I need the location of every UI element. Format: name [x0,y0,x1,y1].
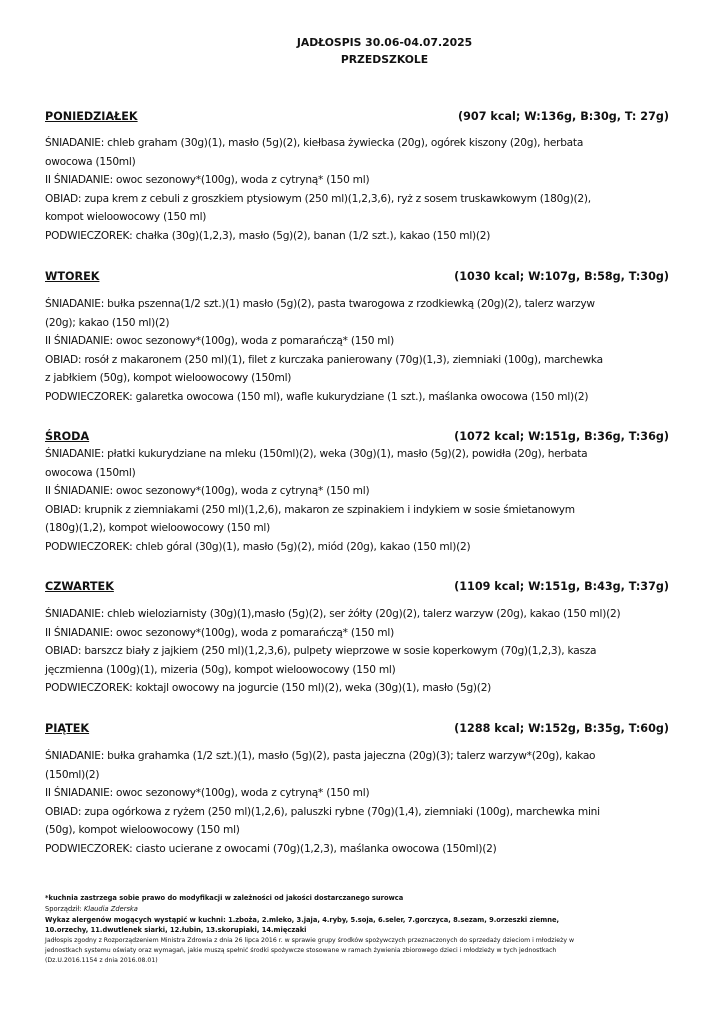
day-name: WTOREK [45,270,100,283]
meal-line: II ŚNIADANIE: owoc sezonowy*(100g), woda z cytryną* (150 ml) [45,174,370,186]
day-nutrition: (1030 kcal; W:107g, B:58g, T:30g) [454,270,669,283]
day-name: CZWARTEK [45,580,114,593]
meal-line: II ŚNIADANIE: owoc sezonowy*(100g), woda z cytryną* (150 ml) [45,787,370,799]
day-header [45,430,669,443]
menu-footer [45,893,685,966]
day-name: PIĄTEK [45,722,90,735]
legal-line: (Dz.U.2016.1154 z dnia 2016.08.01) [45,957,158,965]
day-name: ŚRODA [45,430,90,443]
meal-line: II ŚNIADANIE: owoc sezonowy*(100g), woda z pomarańczą* (150 ml) [45,335,394,347]
meal-line: OBIAD: barszcz biały z jajkiem (250 ml)(1,2,3,6), pulpety wieprzowe w sosie koperkowym (70g)(1,2,3), kasza [45,645,597,657]
meal-line: ŚNIADANIE: płatki kukurydziane na mleku (150ml)(2), weka (30g)(1), masło (5g)(2), powidła (20g), herbata [45,448,588,460]
kitchen-note: *kuchnia zastrzega sobie prawo do modyfikacji w zależności od jakości dostarczanego surowca [45,894,404,902]
menu-title: JADŁOSPIS 30.06-04.07.2025 [296,36,473,49]
day-nutrition: (1288 kcal; W:152g, B:35g, T:60g) [454,722,669,735]
prepared-name: Klaudia Zderska [83,904,138,913]
day-header [45,580,669,593]
day-header [45,110,669,123]
legal-line: Jadłospis zgodny z Rozporządzeniem Ministra Zdrowia z dnia 26 lipca 2016 r. w sprawie grupy środków spożywczych przeznaczonych do sprzedaży dzieciom i młodzieży w [45,937,575,945]
prepared-by [45,904,685,915]
meal-line: (50g), kompot wieloowocowy (150 ml) [45,824,240,836]
meal-line: jęczmienna (100g)(1), mizeria (50g), kompot wieloowocowy (150 ml) [45,663,396,676]
allergens-line: 10.orzechy, 11.dwutlenek siarki, 12.łubin, 13.skorupiaki, 14.mięczaki [45,926,307,935]
meal-line: owocowa (150ml) [45,155,136,168]
meal-line: (150ml)(2) [45,768,100,781]
meal-line: OBIAD: rosół z makaronem (250 ml)(1), filet z kurczaka panierowany (70g)(1,3), ziemniaki (100g), marchewka [45,353,603,366]
meal-line: PODWIECZOREK: chleb góral (30g)(1), masło (5g)(2), miód (20g), kakao (150 ml)(2) [45,540,471,553]
day-nutrition: (907 kcal; W:136g, B:30g, T: 27g) [458,110,669,123]
meal-line: PODWIECZOREK: chałka (30g)(1,2,3), masło (5g)(2), banan (1/2 szt.), kakao (150 ml)(2) [45,229,491,242]
meal-line: ŚNIADANIE: bułka grahamka (1/2 szt.)(1), masło (5g)(2), pasta jajeczna (20g)(3); talerz warzyw*(20g), kakao [45,750,596,762]
meal-line: PODWIECZOREK: galaretka owocowa (150 ml), wafle kukurydziane (1 szt.), maślanka owocowa (150 ml)(2) [45,390,589,403]
meal-line: OBIAD: zupa krem z cebuli z groszkiem ptysiowym (250 ml)(1,2,3,6), ryż z sosem truskawkowym (180g)(2), [45,192,591,205]
day-section-tuesday [45,270,679,406]
day-section-thursday [45,580,679,698]
prepared-label: Sporządził: [45,904,84,913]
meal-line: (20g); kakao (150 ml)(2) [45,316,170,329]
meal-line: ŚNIADANIE: bułka pszenna(1/2 szt.)(1) masło (5g)(2), pasta twarogowa z rzodkiewką (20g)(2), talerz warzyw [45,298,595,310]
meal-line: OBIAD: zupa ogórkowa z ryżem (250 ml)(1,2,6), paluszki rybne (70g)(1,4), ziemniaki (100g), marchewka mini [45,805,600,818]
meal-line: owocowa (150ml) [45,466,136,479]
day-nutrition: (1109 kcal; W:151g, B:43g, T:37g) [454,580,669,593]
meal-line: kompot wieloowocowy (150 ml) [45,211,207,223]
meal-line: PODWIECZOREK: ciasto ucierane z owocami (70g)(1,2,3), maślanka owocowa (150ml)(2) [45,842,497,855]
menu-subtitle: PRZEDSZKOLE [340,53,429,66]
meal-line: z jabłkiem (50g), kompot wieloowocowy (150ml) [45,372,292,384]
day-header [45,722,669,735]
allergens-line: Wykaz alergenów mogących wystąpić w kuchni: 1.zboża, 2.mleko, 3.jaja, 4.ryby, 5.soja, 6.seler, 7.gorczyca, 8.sezam, 9.orzeszki ziemne, [45,915,560,924]
meal-line: II ŚNIADANIE: owoc sezonowy*(100g), woda z pomarańczą* (150 ml) [45,626,394,639]
day-name: PONIEDZIAŁEK [45,110,138,123]
day-section-wednesday [45,430,679,556]
meal-line: PODWIECZOREK: koktajl owocowy na jogurcie (150 ml)(2), weka (30g)(1), masło (5g)(2) [45,682,492,694]
meal-line: (180g)(1,2), kompot wieloowocowy (150 ml) [45,522,270,534]
legal-line: jednostkach systemu oświaty oraz wymagań, jakie muszą spełnić środki spożywcze stosowane w ramach żywienia zbiorowego dzieci i młodzieży w tych jednostkach [45,947,557,955]
day-header [45,270,669,283]
day-section-monday [45,110,679,245]
meal-line: II ŚNIADANIE: owoc sezonowy*(100g), woda z cytryną* (150 ml) [45,485,370,497]
meal-line: OBIAD: krupnik z ziemniakami (250 ml)(1,2,6), makaron ze szpinakiem i indykiem w sosie śmietanowym [45,503,575,516]
menu-header [45,0,724,68]
day-section-friday [45,722,679,858]
meal-line: ŚNIADANIE: chleb graham (30g)(1), masło (5g)(2), kiełbasa żywiecka (20g), ogórek kiszony (20g), herbata [45,137,584,149]
day-nutrition: (1072 kcal; W:151g, B:36g, T:36g) [454,430,669,443]
meal-line: ŚNIADANIE: chleb wieloziarnisty (30g)(1),masło (5g)(2), ser żółty (20g)(2), talerz warzyw (20g), kakao (150 ml)(2) [45,608,621,620]
